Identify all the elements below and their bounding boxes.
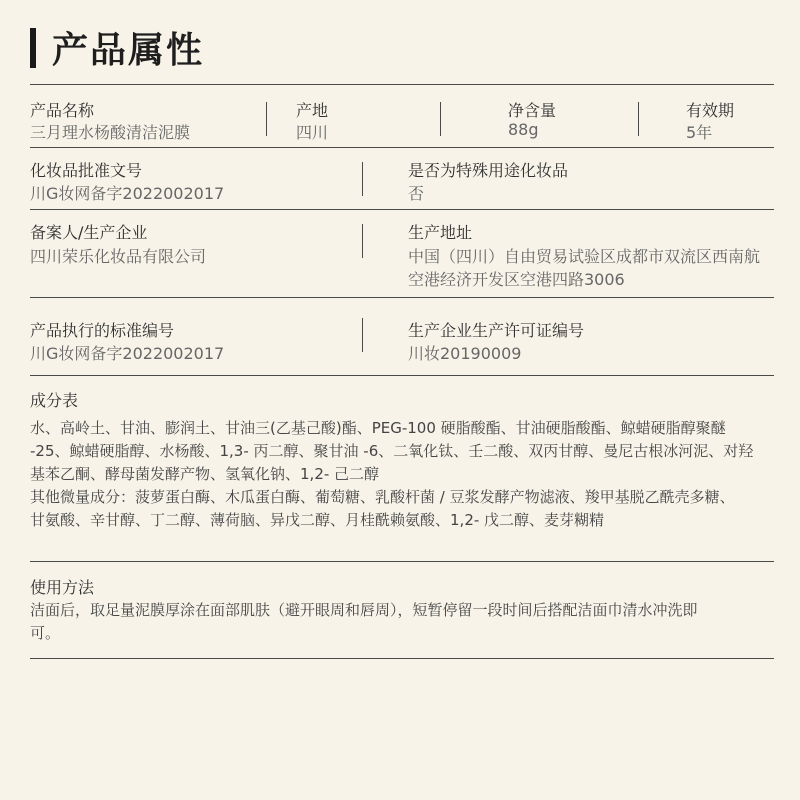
column-separator — [638, 102, 639, 136]
column-separator — [440, 102, 441, 136]
special-use-label: 是否为特殊用途化妆品 — [408, 161, 569, 180]
address-line-1: 中国（四川）自由贸易试验区成都市双流区西南航 — [408, 247, 761, 266]
address-line-2: 空港经济开发区空港四路3006 — [408, 270, 625, 289]
ingredients-line: 水、高岭土、甘油、膨润土、甘油三(乙基己酸)酯、PEG-100 硬脂酸酯、甘油硬脂酸酯、鲸蜡硬脂醇聚醚 — [30, 419, 726, 437]
license-number-value: 川妆20190009 — [408, 344, 522, 363]
special-use-value: 否 — [408, 184, 425, 203]
product-name-label: 产品名称 — [30, 101, 95, 120]
usage-text — [30, 599, 778, 645]
approval-number-value: 川G妆网备字2022002017 — [30, 184, 225, 203]
divider — [30, 147, 774, 148]
column-separator — [362, 224, 363, 258]
ingredients-list — [30, 417, 778, 532]
ingredients-line: 其他微量成分：菠萝蛋白酶、木瓜蛋白酶、葡萄糖、乳酸杆菌 / 豆浆发酵产物滤液、羧甲基脱乙酰壳多糖、 — [30, 488, 735, 506]
divider — [30, 561, 774, 562]
title-accent-bar — [30, 28, 36, 68]
filer-value: 四川荣乐化妆品有限公司 — [30, 247, 207, 266]
divider — [30, 84, 774, 85]
divider — [30, 297, 774, 298]
column-separator — [362, 162, 363, 196]
shelf-life-label: 有效期 — [686, 101, 735, 120]
divider — [30, 209, 774, 210]
ingredients-line: 基苯乙酮、酵母菌发酵产物、氢氧化钠、1,2- 己二醇 — [30, 465, 380, 483]
origin-label: 产地 — [296, 101, 329, 120]
product-name-value: 三月理水杨酸清洁泥膜 — [30, 123, 191, 142]
usage-heading: 使用方法 — [30, 578, 95, 597]
usage-line: 可。 — [30, 624, 61, 642]
address-label: 生产地址 — [408, 223, 473, 242]
license-number-label: 生产企业生产许可证编号 — [408, 321, 585, 340]
filer-label: 备案人/生产企业 — [30, 223, 148, 242]
divider — [30, 375, 774, 376]
ingredients-heading: 成分表 — [30, 391, 79, 410]
net-content-label: 净含量 — [508, 101, 557, 120]
divider — [30, 658, 774, 659]
net-content-value: 88g — [508, 120, 539, 139]
page-title: 产品属性 — [52, 30, 205, 71]
column-separator — [362, 318, 363, 352]
ingredients-line: 甘氨酸、辛甘醇、丁二醇、薄荷脑、异戊二醇、月桂酰赖氨酸、1,2- 戊二醇、麦芽糊精 — [30, 511, 605, 529]
origin-value: 四川 — [296, 123, 329, 142]
column-separator — [266, 102, 267, 136]
usage-line: 洁面后，取足量泥膜厚涂在面部肌肤（避开眼周和唇周），短暂停留一段时间后搭配洁面巾清水冲洗即 — [30, 601, 698, 619]
ingredients-line: -25、鲸蜡硬脂醇、水杨酸、1,3- 丙二醇、聚甘油 -6、二氧化钛、壬二酸、双丙甘醇、曼尼古根冰河泥、对羟 — [30, 442, 754, 460]
standard-number-label: 产品执行的标准编号 — [30, 321, 175, 340]
shelf-life-value: 5年 — [686, 123, 713, 142]
approval-number-label: 化妆品批准文号 — [30, 161, 143, 180]
standard-number-value: 川G妆网备字2022002017 — [30, 344, 225, 363]
